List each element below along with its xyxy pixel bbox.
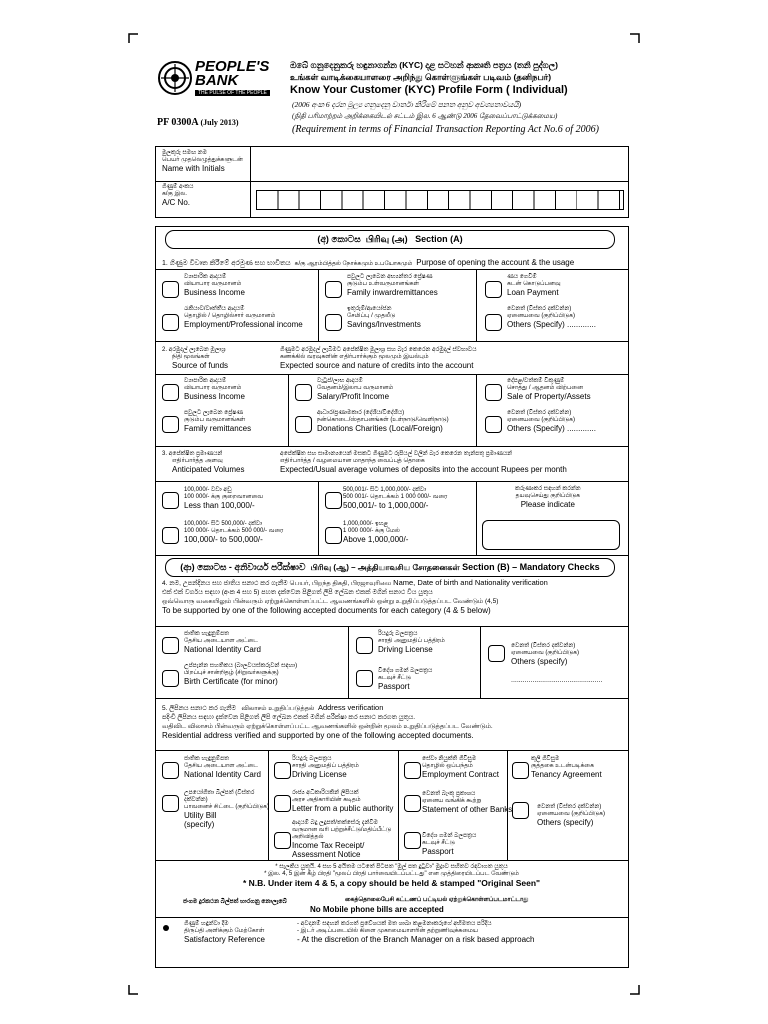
addr-employment-contract: සේවා නියුක්ති ගිවිසුම தொழில் ஒப்பந்தம் Employment Contract xyxy=(422,756,499,779)
requirement-tamil: (நிதி பரிமாற்றம் அறிக்கையிடல் சட்டம் இல. 6 ஆண்டு 2006 தேவைப்பாட்டுக்கமைய) xyxy=(292,112,558,120)
checkbox-savings-investments[interactable] xyxy=(325,314,342,331)
id-others-specify-line[interactable]: ............................................... xyxy=(511,677,603,684)
name-label: මුලකුරු සමඟ නම பெயர் முதலெழுத்துக்களுடன் Name with Initials xyxy=(162,150,243,173)
checkbox-addr-driving-license[interactable] xyxy=(274,762,291,779)
option-savings-investments: ඉතුරුම්/ආයෝජන சேமிப்பு / முதலீடு Savings/Investments xyxy=(347,306,421,329)
divider xyxy=(480,626,481,698)
option-family-inward-remittances: පවුලට ලැබෙන අභ්‍යන්තර ප්‍රේෂණ குடும்ப உள்வருமானங்கள் Family inwardremittances xyxy=(347,274,438,297)
checkbox-loan-payment[interactable] xyxy=(485,281,502,298)
divider xyxy=(288,374,289,446)
crop-mark-top-right xyxy=(630,33,640,43)
checkbox-addr-others[interactable] xyxy=(512,802,529,819)
checkbox-purpose-others[interactable] xyxy=(485,314,502,331)
source-sale-of-property: දේපළ/වත්කම් විකුණුම් சொத்து / ஆதனம் விற்பனை Sale of Property/Assets xyxy=(507,378,591,401)
checkbox-addr-nic[interactable] xyxy=(162,762,179,779)
id-driving-license: රියදුරු බලපත්‍රය சாரதி அனுமதிப் பத்திரம் Driving License xyxy=(378,631,445,654)
please-indicate-input[interactable] xyxy=(482,520,620,550)
divider xyxy=(348,626,349,698)
question-4: 4. නම, උපන්දිනය සහ ජාතිය සනාථ කර ගැනීම பெயர், பிறந்த திகதி, பிரஜாவுரிமை Name, Date of birth and Nationality verification එක් එක් වර්ගය සඳහා (අංක 4 සහ 5) පහත දැක්වෙන පිළිගත් ලිපි ලේඛන එකක් මගින් සනාථ විය යුතුය ஒவ்வொரு வகையிலும் பின்வரும் ஏற்றுக்கொள்ளப்பட்ட ஆவணங்களில் ஒன்று உறுதிப்படுத்தப்பட வேண்டும் (4,5) To be supported by one of the following accepted documents for each category (4 & 5 below) xyxy=(162,578,548,615)
divider xyxy=(155,626,628,627)
checkbox-donations-charities[interactable] xyxy=(295,416,312,433)
checkbox-id-driving-license[interactable] xyxy=(356,637,373,654)
please-indicate-label: කරුණාකර සඳහන් කරන්න தயவுசெய்து குறிப்பிடுக Please indicate xyxy=(515,486,581,509)
divider xyxy=(155,555,628,556)
addr-nic: ජාතික හැඳුනුම්පත தேசிய அடையாள அட்டை National Identity Card xyxy=(184,756,261,779)
divider xyxy=(318,269,319,341)
checkbox-100000-to-500000[interactable] xyxy=(162,527,179,544)
volume-less-than-100000: 100,000/- වඩා අඩු 100 000/- க்கு குறைவானவை Less than 100,000/- xyxy=(184,487,263,510)
checkbox-addr-tenancy-agreement[interactable] xyxy=(512,762,529,779)
addr-income-tax: ආදායම් බදු ලදුපත්/තක්සේරු දැන්වීම வருமான வரி பற்றுச்சீட்டு/மதிப்பீட்டு அறிவித்தல் Income Tax Receipt/ Assessment Notice xyxy=(292,820,392,859)
requirement-sinhala: (2006 අංක 6 දරන මූල්‍ය ගනුදෙනු වාර්තා කිරීමේ පනත අනුව අවශ්‍යතාවයයි) xyxy=(292,100,522,109)
addr-driving-license: රියදුරු බලපත්‍රය சாரதி அனுமதிப் பத்திரம் Driving License xyxy=(292,756,359,779)
checkbox-id-nic[interactable] xyxy=(162,637,179,654)
section-a-header: (අ) කොටස பிரிவு (அ) Section (A) xyxy=(165,230,615,249)
option-purpose-others: වෙනත් (විස්තර දක්වන්න) ஏனையவை (குறிப்பிடுக) Others (Specify) ............. xyxy=(507,306,596,329)
account-number-field[interactable] xyxy=(256,190,624,210)
checkbox-family-inward-remittances[interactable] xyxy=(325,281,342,298)
checkbox-500001-to-1000000[interactable] xyxy=(325,492,342,509)
checkbox-source-business-income[interactable] xyxy=(162,384,179,401)
account-label: ගිණුම් අංකය க/கு இல. A/C No. xyxy=(162,184,194,207)
crop-mark-top-left xyxy=(128,33,138,43)
checkbox-id-others[interactable] xyxy=(488,645,505,662)
question-3-description: අපේක්ෂිත සහ සාමාන්‍යයෙන් මසකට ගිණුමට රුපියල් වලින් බැර කෙරෙන තැන්පතු ප්‍රමාණයන් எதிர்பார்த்த / வழமையான மாதாந்த வைப்புத் தொகை Expected/Usual average volumes of deposits into the account Rupees per month xyxy=(280,451,567,474)
crop-mark-bottom-right xyxy=(630,985,640,995)
addr-passport: විදේශ ගමන් බලපත්‍රය கடவுச் சீட்டு Passport xyxy=(422,833,477,856)
requirement-english: (Requirement in terms of Financial Transaction Reporting Act No.6 of 2006) xyxy=(292,124,599,135)
option-loan-payment: ණය ගෙවීම් கடன் கொடுப்பனவு Loan Payment xyxy=(507,274,561,297)
checkbox-addr-passport[interactable] xyxy=(404,832,421,849)
divider xyxy=(155,181,628,182)
original-seen-note: * සැලකිය යුතුයි. 4 සහ 5 අයිතම යටතේ පිටපත "මුල් පත දුටුවා" මුද්‍රාව සහිතව රඳවාගත යුතුය * இல. 4, 5 இன் கீழ் பிரதி "மூலப் பிரதி பார்வையிடப்பட்டது" என முத்திரையிடப்பட வேண்டும் * N.B. Under item 4 & 5, a copy should be held & stamped "Original Seen" xyxy=(242,864,541,888)
volume-100000-to-500000: 100,000/- සිට 500,000/- දක්වා 100 000/- தொடக்கம் 500 000/- வரை 100,000/- to 500,000/- xyxy=(184,521,284,544)
checkbox-above-1000000[interactable] xyxy=(325,527,342,544)
source-family-remittances: පවුලට ලැබෙන ප්‍රේෂණ குடும்ப வருமானங்கள் Family remittances xyxy=(184,410,252,433)
source-salary-profit-income: වැටුප්/ලාභ ආදායම් வேதனம்/இலாப வருமானம் Salary/Profit Income xyxy=(317,378,394,401)
divider xyxy=(155,860,628,861)
checkbox-addr-utility-bill[interactable] xyxy=(162,795,179,812)
checkbox-addr-bank-statement[interactable] xyxy=(404,795,421,812)
checkbox-salary-profit-income[interactable] xyxy=(295,384,312,401)
question-2-label: 2. අරමුදල් ලැබෙන මූලාශ්‍ර நிதி மூலங்கள் Source of funds xyxy=(162,347,229,370)
divider xyxy=(155,750,628,751)
divider xyxy=(155,446,628,447)
bullet-icon xyxy=(163,925,169,931)
bank-name: PEOPLE'S BANK xyxy=(195,58,270,89)
divider xyxy=(318,481,319,555)
id-others: වෙනත් (විස්තර දක්වන්න) ஏனையவை (குறிப்பிடுக) Others (specify) xyxy=(511,643,579,666)
question-2-description: ගිණුමට අරමුදල් ලැබීමට අපේක්ෂිත මූලාශ්‍ර සහ බැර කෙරෙන අරමුදල් ස්වභාවය கணக்கில் வரவுகளின் எதிர்பார்க்கும் மூலமும் இயல்பும் Expected source and nature of credits into the account xyxy=(280,347,477,370)
divider xyxy=(476,374,477,446)
divider xyxy=(155,698,628,699)
divider xyxy=(155,374,628,375)
section-b-header: (ආ) කොටස - අනිවාර්ය පරීක්ෂාව பிரிவு (ஆ) – அத்தியாவசிய சோதனைகள் Section (B) – Mandatory Checks xyxy=(165,558,615,577)
divider xyxy=(476,269,477,341)
divider xyxy=(155,269,628,270)
addr-tenancy-agreement: කුලී ගිවිසුම குத்தகை உடன்படிக்கை Tenancy Agreement xyxy=(531,756,602,779)
question-3-label: 3. අපේක්ෂිත ප්‍රමාණයන් எதிர்பார்த்த அளவு Anticipated Volumes xyxy=(162,451,245,474)
volume-above-1000000: 1,000,000/- ඉහළ 1 000 000/- க்கு மேல் Above 1,000,000/- xyxy=(343,521,409,544)
title-sinhala: ඔබේ ගනුදෙනුකරු හඳුනාගන්න (KYC) දළ සටහන් ආකෘති පත්‍රය (තනි පුද්ගල) xyxy=(290,60,558,70)
question-5: 5. ලිපිනය සනාථ කර ගැනීම விலாசம் உறுதிப்படுத்தல் Address verification පදිංචි ලිපිනය සඳහා දැක්වෙන පිළිගත් ලිපි ලේඛන එකක් මගින් පරීක්ෂා කර සනාථ කරගත යුතුය. வதிவிட விலாசம் பின்வரும் ஏற்றுக்கொள்ளப்பட்ட ஆவணங்களில் ஒன்றின் மூலம் உறுதிப்படுத்தப்பட வேண்டும். Residential address verified and supported by one of the following accepted documents. xyxy=(162,703,493,740)
title-tamil: உங்கள் வாடிக்கையாளரை அறிந்து கொள்ளுங்கள் படிவம் (தனிநபர்) xyxy=(290,72,552,82)
id-nic: ජාතික හැඳුනුම්පත தேசிய அடையாள அட்டை National Identity Card xyxy=(184,631,261,654)
id-passport: විදේශ ගමන් බලපත්‍රය கடவுச் சீட்டு Passport xyxy=(378,668,433,691)
divider xyxy=(155,481,628,482)
checkbox-family-remittances[interactable] xyxy=(162,416,179,433)
question-1: 1. ගිණුම විවෘත කිරීමේ අරමුණ සහ භාවිතය க/கு ஆரம்பித்தல் நோக்கமும் உபயோகமும் Purpose of opening the account & the usage xyxy=(162,258,575,267)
form-code: PF 0300A (July 2013) xyxy=(157,117,239,128)
title-english: Know Your Customer (KYC) Profile Form ( Individual) xyxy=(290,84,568,96)
satisfactory-reference-label: ගිණුම් හඳුන්වා දීම திருப்தி அளிக்கும் மேற்கோள் Satisfactory Reference xyxy=(184,921,265,944)
divider xyxy=(398,750,399,860)
option-business-income: ව්‍යාපාරික ආදායම් வியாபார வருமானம் Business Income xyxy=(184,274,245,297)
divider xyxy=(250,146,251,217)
source-others: වෙනත් (විස්තර දක්වන්න) ஏனையவை (குறிப்பிடுக) Others (Specify) ............. xyxy=(507,410,596,433)
peoples-bank-logo-icon xyxy=(157,60,193,96)
crop-mark-bottom-left xyxy=(128,985,138,995)
source-donations-charities: ආධාර/ප්‍රණාමකාර (දේශීය/විදේශීය) நன்கொடை/ஸ்தாபனங்கள் (உள்நாடு/வெளிநாடு) Donations Charities (Local/Foreign) xyxy=(317,410,449,433)
checkbox-source-others[interactable] xyxy=(485,416,502,433)
divider xyxy=(155,917,628,918)
checkbox-sale-of-property[interactable] xyxy=(485,384,502,401)
checkbox-addr-public-authority-letter[interactable] xyxy=(274,795,291,812)
checkbox-less-than-100000[interactable] xyxy=(162,492,179,509)
addr-utility-bill: උපයෝගිතා බිල්පත් (විස්තර දක්වන්න) பாவனைச் சிட்டை (குறிப்பிடுக) Utility Bill (specify) xyxy=(184,790,270,829)
checkbox-employment-income[interactable] xyxy=(162,314,179,331)
checkbox-id-passport[interactable] xyxy=(356,670,373,687)
divider xyxy=(476,481,477,555)
volume-500001-to-1000000: 500,001/- සිට 1,000,000/- දක්වා 500 001/- தொடக்கம் 1 000 000/- வரை 500,001/- to 1,000,000/- xyxy=(343,487,448,510)
checkbox-business-income[interactable] xyxy=(162,281,179,298)
divider xyxy=(155,341,628,342)
checkbox-addr-income-tax[interactable] xyxy=(274,832,291,849)
addr-public-authority-letter: රාජ්‍ය අධිකාරියකින් ලිපියක් அரச அதிகாரியின் கடிதம் Letter from a public authority xyxy=(292,790,394,813)
bank-tagline: THE PULSE OF THE PEOPLE xyxy=(195,90,270,96)
id-birth-certificate: උප්පැන්න සහතිකය (බාලවයස්කරුවන් සඳහා) பிறப்புச் சான்றிதழ் (சிறுவர்களுக்கு) Birth Certificate (for minor) xyxy=(184,663,298,686)
addr-bank-statement: වෙනත් බැංකු ප්‍රකාශය ஏனைய வங்கிக் கூற்று Statement of other Banks xyxy=(422,791,513,814)
checkbox-id-birth-certificate[interactable] xyxy=(162,670,179,687)
source-business-income: ව්‍යාපාරික ආදායම් வியாபார வருமானம் Business Income xyxy=(184,378,245,401)
satisfactory-reference-text: - අවදානම් සඳහන් කරගත් ප්‍රවේශයක් මත ශාඛා කළමනාකරුගේ අභිමතය පරිදිය - இடர் அடிப்படையில் கிளை முகாமையாளரின் தற்றுணிவுக்கமைய - At the discretion of the Branch Manager on a risk based approach xyxy=(297,921,535,944)
addr-others: වෙනත් (විස්තර දක්වන්න) ஏனையவை (குறிப்பிடுக) Others (specify) xyxy=(537,804,605,827)
option-employment-income: රැකියාව/වෘත්තීය ආදායම් தொழில் / தொழில்சார் வருமானம் Employment/Professional income xyxy=(184,306,303,329)
name-with-initials-field[interactable] xyxy=(252,148,625,179)
checkbox-addr-employment-contract[interactable] xyxy=(404,762,421,779)
